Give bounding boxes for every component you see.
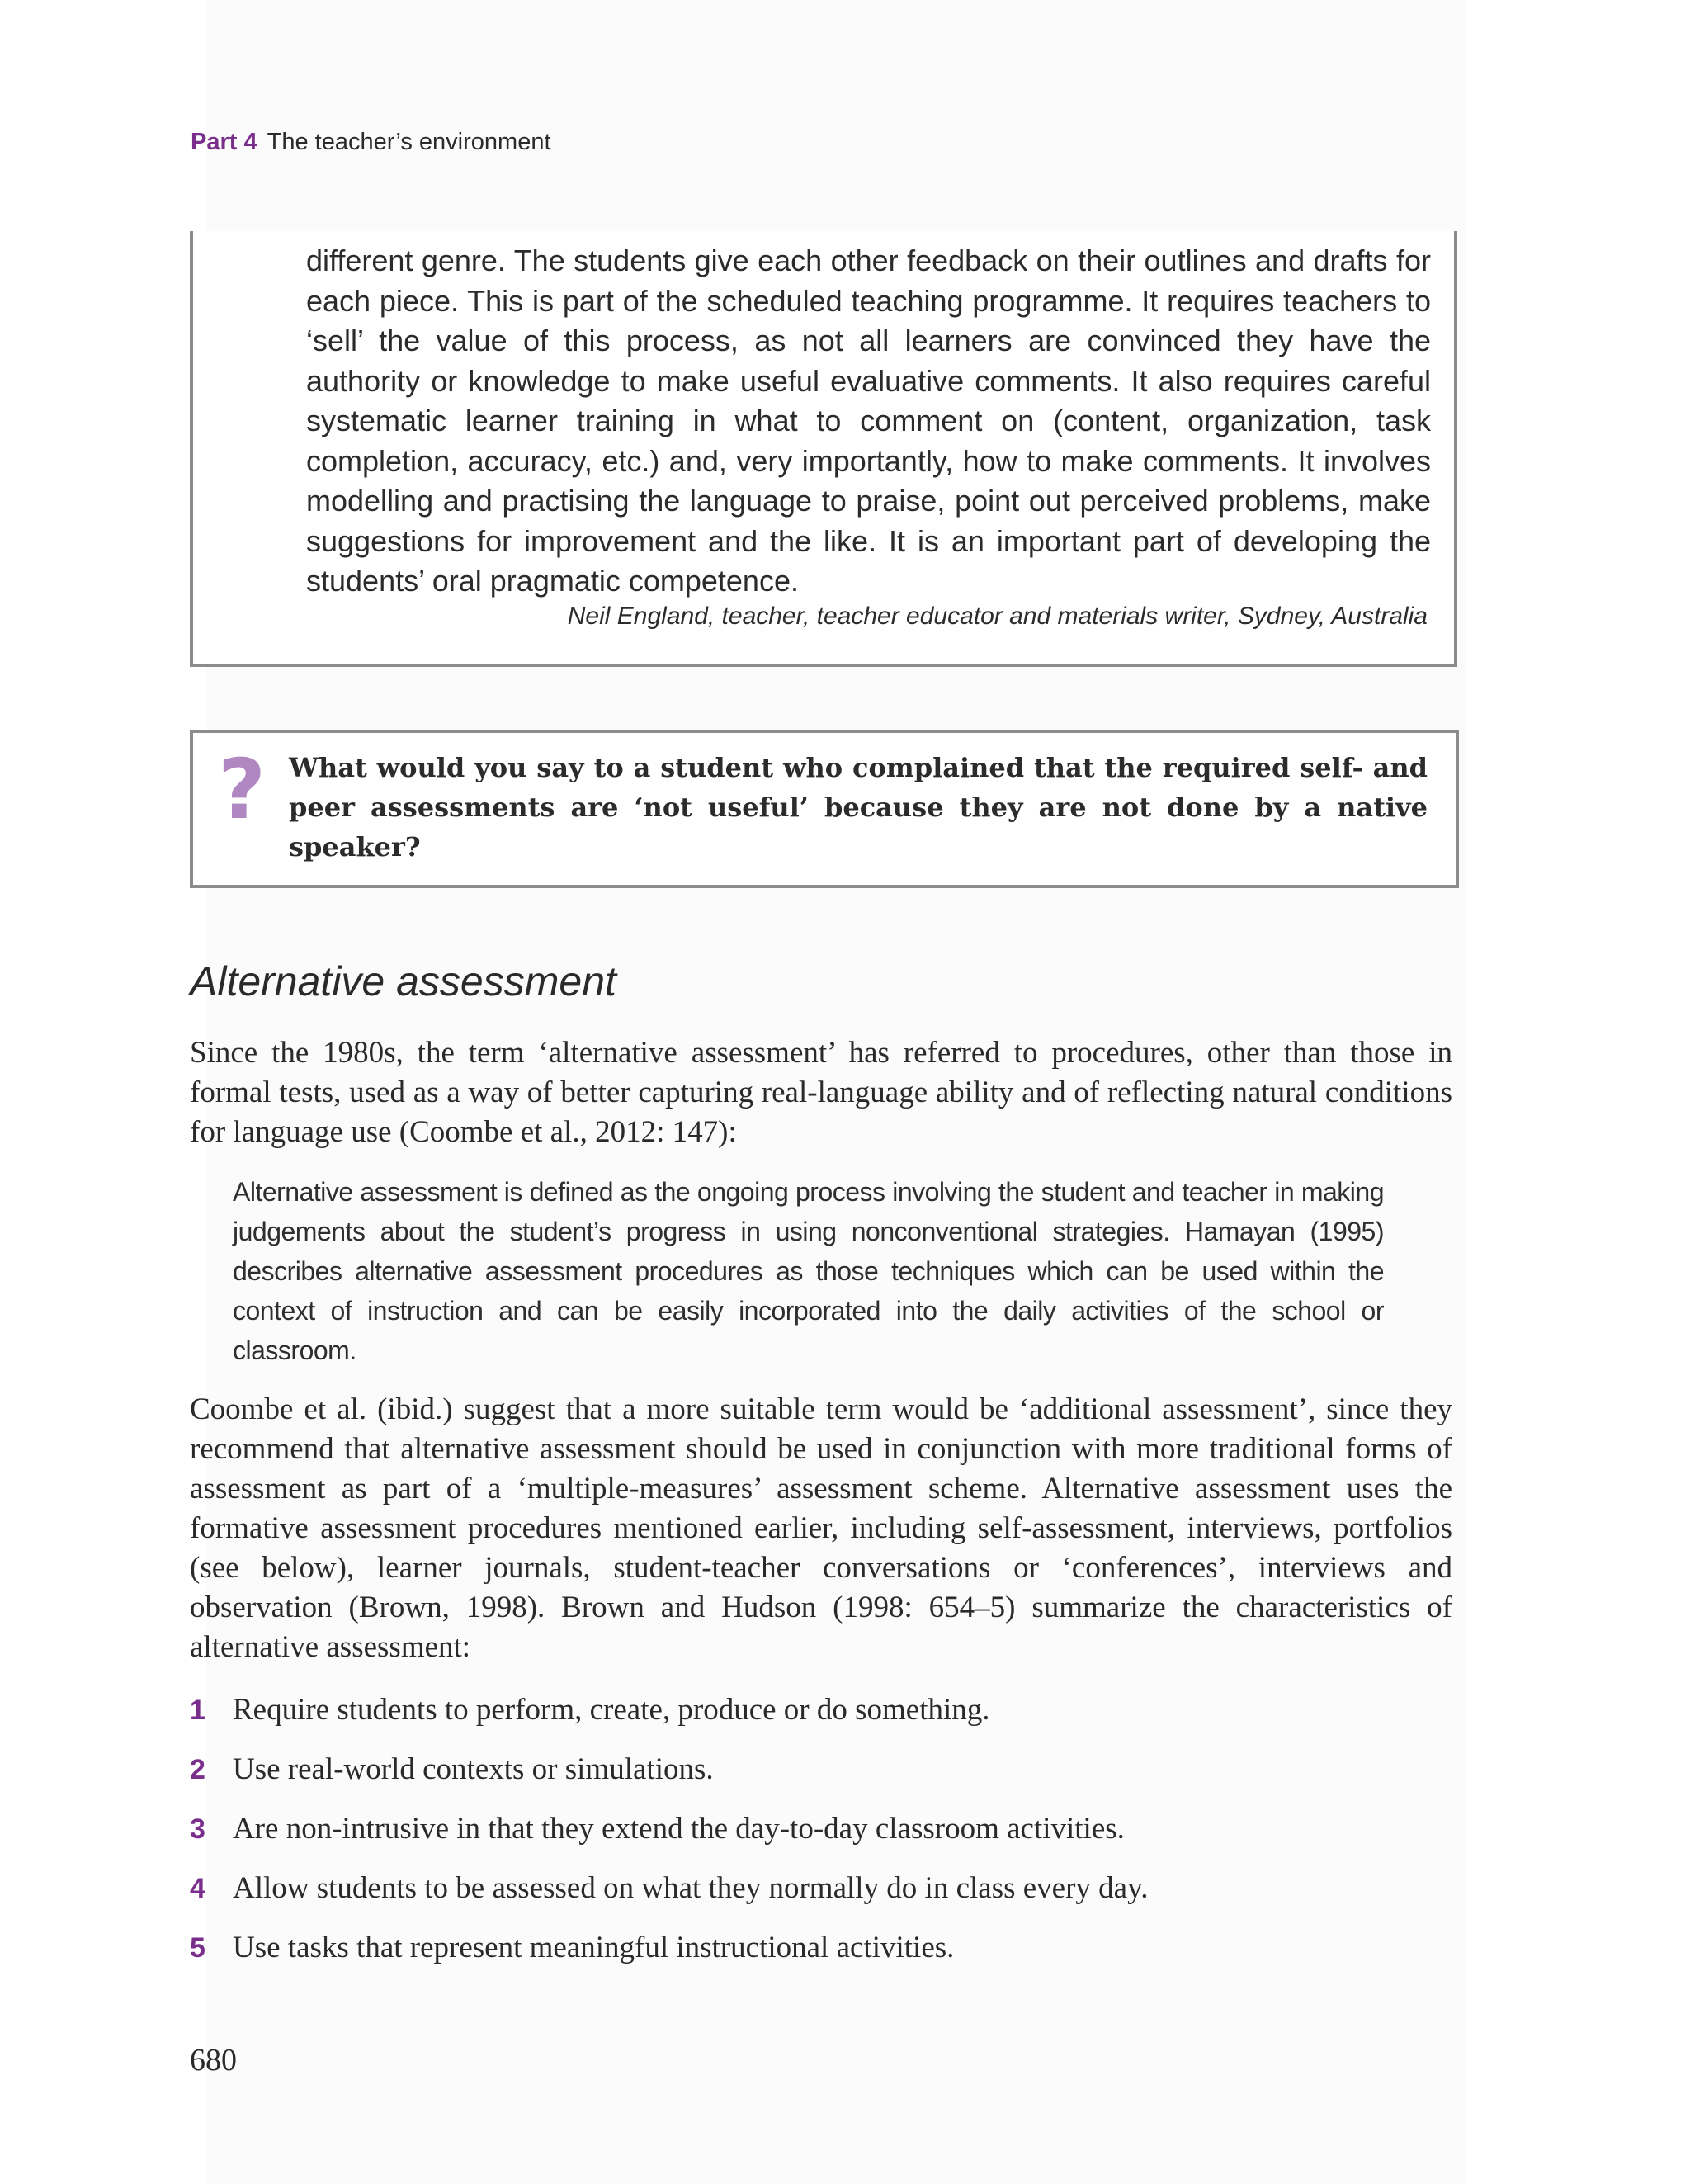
running-head xyxy=(191,129,551,156)
list-item-number: 4 xyxy=(190,1873,205,1904)
list-item xyxy=(190,1930,1452,1989)
body-paragraph-1: Since the 1980s, the term ‘alternative assessment’ has referred to procedures, other than those in formal tests, used as a way of better capturing real-language ability and of reflecting natural conditions for language use (Coombe et al., 2012: 147): xyxy=(190,1036,1452,1149)
list-item xyxy=(190,1870,1452,1930)
reflection-question-box xyxy=(190,730,1459,888)
teacher-quote-text: different genre. The students give each other feedback on their outlines and drafts for each piece. This is part of the scheduled teaching programme. It requires teachers to ‘sell’ the value of this process, as not all learners are convinced they have the authority or knowledge to make useful evaluative comments. It also requires careful systematic learner training in what to comment on (content, organization, task completion, accuracy, etc.) and, very importantly, how to make comments. It involves modelling and practising the language to praise, point out perceived problems, make suggestions for improvement and the like. It is an important part of developing the students’ oral pragmatic competence. xyxy=(306,243,1431,598)
teacher-quote-box xyxy=(190,231,1457,667)
list-item xyxy=(190,1692,1452,1751)
reflection-question-text: What would you say to a student who complained that the required self- and peer assessments are ‘not useful’ because they are not done by a native speaker? xyxy=(289,752,1428,863)
characteristics-list xyxy=(190,1692,1452,1989)
section-heading: Alternative assessment xyxy=(190,958,616,1005)
list-item-text: Require students to perform, create, produce or do something. xyxy=(233,1693,990,1727)
list-item-number: 2 xyxy=(190,1754,205,1785)
list-item-number: 5 xyxy=(190,1932,205,1964)
list-item-text: Use tasks that represent meaningful instructional activities. xyxy=(233,1931,955,1964)
teacher-quote-attribution: Neil England, teacher, teacher educator and materials writer, Sydney, Australia xyxy=(567,603,1428,630)
body-paragraph-2: Coombe et al. (ibid.) suggest that a more suitable term would be ‘additional assessment’, since they recommend that alternative assessment should be used in conjunction with more traditional forms of assessment as part of a ‘multiple-measures’ assessment scheme. Alternative assessment uses the formative assessment procedures mentioned earlier, including self-assessment, interviews, portfolios (see below), learner journals, student-teacher conversations or ‘conferences’, interviews and observation (Brown, 1998). Brown and Hudson (1998: 654–5) summarize the characteristics of alternative assessment: xyxy=(190,1392,1452,1664)
list-item-number: 3 xyxy=(190,1813,205,1845)
list-item-text: Use real-world contexts or simulations. xyxy=(233,1752,714,1786)
list-item-number: 1 xyxy=(190,1695,205,1726)
block-quotation: Alternative assessment is defined as the ongoing process involving the student and teacher in making judgements about the student’s progress in using nonconventional strategies. Hamayan (1995) describes alternative assessment procedures as those techniques which can be used within the context of instruction and can be easily incorporated into the daily activities of the school or classroom. xyxy=(233,1177,1384,1365)
page-number: 680 xyxy=(190,2043,237,2078)
list-item xyxy=(190,1811,1452,1870)
list-item xyxy=(190,1751,1452,1811)
question-mark-icon: ? xyxy=(218,741,267,838)
running-head-part: Part 4 xyxy=(191,129,257,155)
list-item-text: Allow students to be assessed on what they normally do in class every day. xyxy=(233,1871,1149,1905)
list-item-text: Are non-intrusive in that they extend the day-to-day classroom activities. xyxy=(233,1812,1125,1846)
running-head-title: The teacher’s environment xyxy=(267,129,551,155)
